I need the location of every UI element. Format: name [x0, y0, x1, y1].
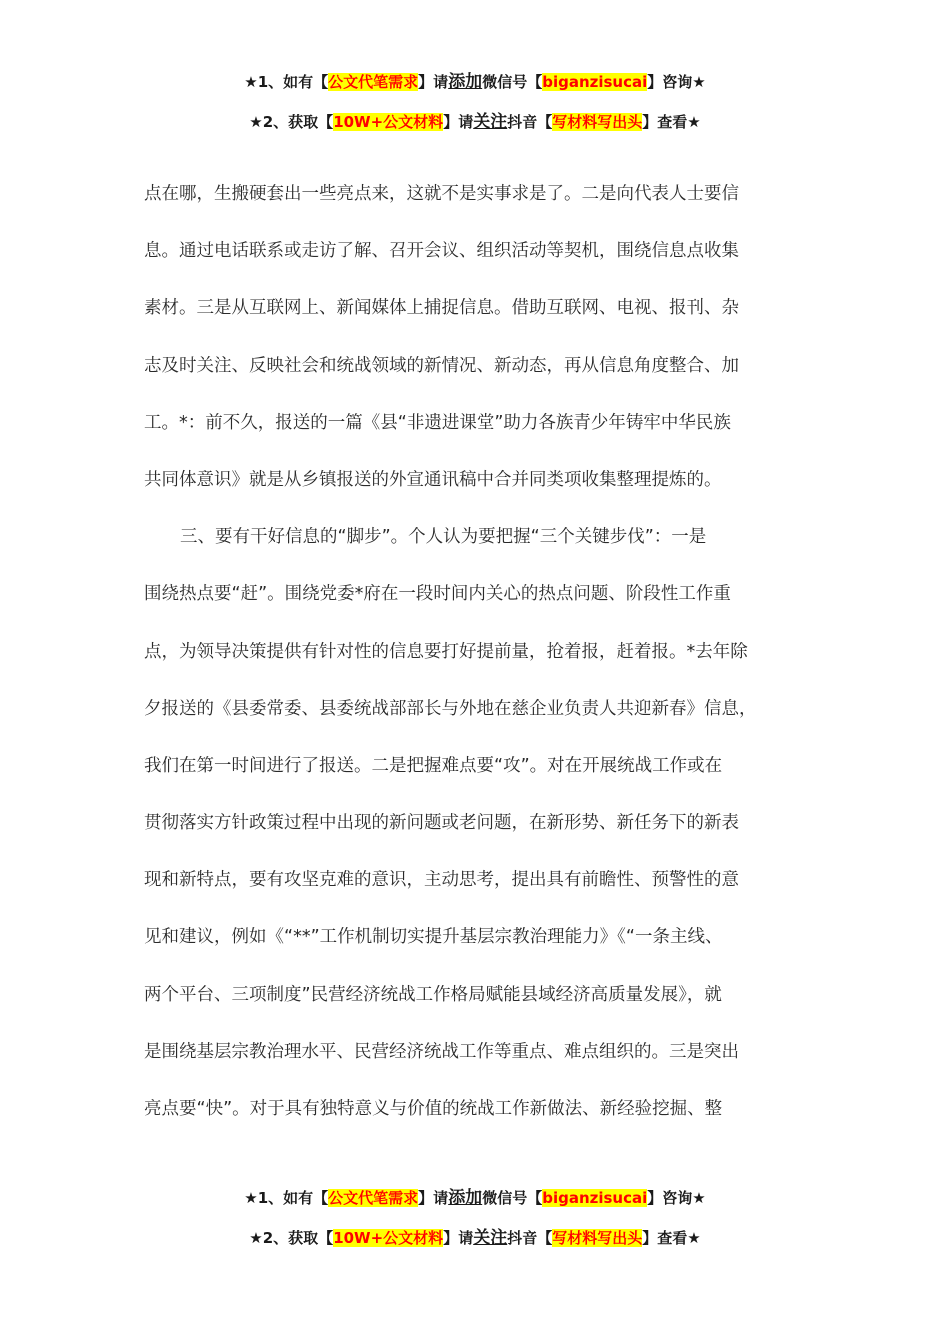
body-line: 我们在第一时间进行了报送。二是把握难点要“攻”。对在开展统战工作或在 [144, 755, 723, 776]
promo-text: 】查看★ [642, 113, 701, 131]
promo-wechat-id: biganzisucai [542, 73, 648, 91]
promo-underlined: 关注 [473, 112, 508, 132]
paragraph-start-line: 三、要有干好信息的“脚步”。个人认为要把握“三个关键步伐”：一是 [180, 527, 707, 548]
promo-highlight: 公文代笔需求 [328, 1189, 419, 1207]
body-line: 两个平台、三项制度”民营经济统战工作格局赋能县域经济高质量发展》，就 [144, 984, 722, 1005]
body-line: 夕报送的《县委常委、县委统战部部长与外地在慈企业负责人共迎新春》信息， [144, 698, 757, 719]
body-line: 亮点要“快”。对于具有独特意义与价值的统战工作新做法、新经验挖掘、整 [144, 1099, 723, 1119]
body-line: 志及时关注、反映社会和统战领域的新情况、新动态，再从信息角度整合、加 [144, 355, 739, 376]
promo-text: 抖音【 [507, 1229, 553, 1247]
document-body [144, 166, 812, 1138]
body-line: 点，为领导决策提供有针对性的信息要打好提前量，抢着报，赶着报。*去年除 [144, 641, 748, 662]
body-line: 是围绕基层宗教治理水平、民营经济统战工作等重点、难点组织的。三是突出 [144, 1041, 739, 1062]
footer-promo-line-2 [0, 1228, 950, 1248]
promo-text: 】请 [443, 1229, 474, 1247]
promo-text: 】请 [443, 113, 474, 131]
promo-douyin-account: 写材料写出头 [552, 113, 643, 131]
body-line: 点在哪，生搬硬套出一些亮点来，这就不是实事求是了。二是向代表人士要信 [144, 184, 739, 204]
promo-text: 】请 [418, 73, 449, 91]
header-promo-line-2 [0, 112, 950, 132]
body-line: 共同体意识》就是从乡镇报送的外宣通讯稿中合并同类项收集整理提炼的。 [144, 469, 722, 490]
promo-text: ★2、获取【 [249, 113, 334, 131]
promo-text: 】请 [418, 1189, 449, 1207]
promo-wechat-id: biganzisucai [542, 1189, 648, 1207]
promo-highlight: 10W+公文材料 [333, 1229, 444, 1247]
promo-text: 】查看★ [642, 1229, 701, 1247]
body-line: 现和新特点，要有攻坚克难的意识，主动思考，提出具有前瞻性、预警性的意 [144, 870, 739, 891]
body-line: 贯彻落实方针政策过程中出现的新问题或老问题，在新形势、新任务下的新表 [144, 813, 739, 834]
promo-underlined: 添加 [448, 72, 483, 92]
promo-text: 微信号【 [482, 1189, 543, 1207]
promo-text: ★1、如有【 [244, 1189, 329, 1207]
body-line: 围绕热点要“赶”。围绕党委*府在一段时间内关心的热点问题、阶段性工作重 [144, 584, 731, 605]
promo-douyin-account: 写材料写出头 [552, 1229, 643, 1247]
body-line: 素材。三是从互联网上、新闻媒体上捕捉信息。借助互联网、电视、报刊、杂 [144, 298, 739, 319]
promo-highlight: 公文代笔需求 [328, 73, 419, 91]
promo-text: 抖音【 [507, 113, 553, 131]
promo-text: 微信号【 [482, 73, 543, 91]
promo-text: 】咨询★ [647, 73, 706, 91]
footer-promo-line-1 [0, 1188, 950, 1208]
promo-highlight: 10W+公文材料 [333, 113, 444, 131]
promo-text: ★1、如有【 [244, 73, 329, 91]
promo-text: ★2、获取【 [249, 1229, 334, 1247]
promo-underlined: 添加 [448, 1188, 483, 1208]
body-line: 工。*：前不久，报送的一篇《县“非遗进课堂”助力各族青少年铸牢中华民族 [144, 412, 731, 433]
body-line: 见和建议，例如《“**”工作机制切实提升基层宗教治理能力》《“一条主线、 [144, 927, 723, 948]
promo-underlined: 关注 [473, 1228, 508, 1248]
body-line: 息。通过电话联系或走访了解、召开会议、组织活动等契机，围绕信息点收集 [144, 241, 739, 262]
header-promo-line-1 [0, 72, 950, 92]
promo-text: 】咨询★ [647, 1189, 706, 1207]
